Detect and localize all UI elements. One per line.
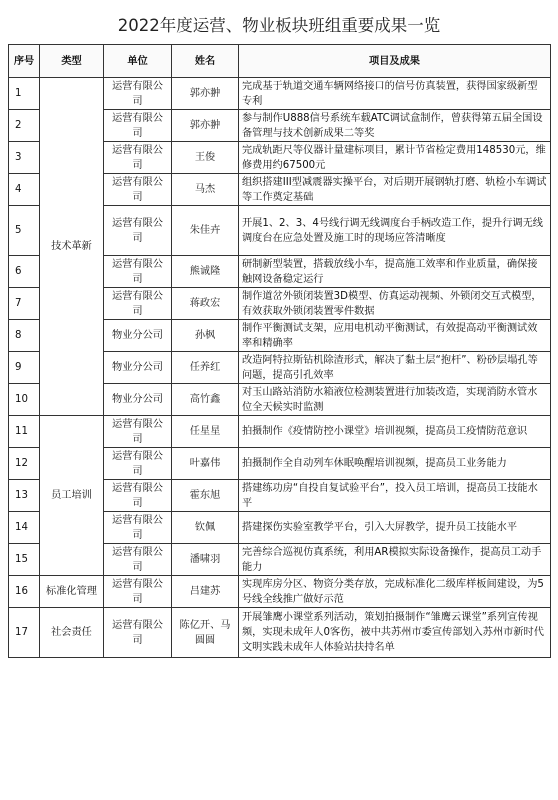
row-category: 员工培训 (40, 416, 104, 576)
row-person-name: 郭亦翀 (189, 88, 221, 99)
row-name-cell (172, 384, 239, 416)
table-row (9, 416, 551, 448)
row-name-cell (172, 174, 239, 206)
row-project: 组织搭建III型减震器实操平台，对后期开展钢轨打磨、轨检小车调试等工作奠定基础 (239, 174, 551, 206)
row-unit: 运营有限公司 (104, 608, 172, 658)
row-index: 14 (9, 512, 40, 544)
row-name-cell (172, 256, 239, 288)
row-index: 10 (9, 384, 40, 416)
row-unit: 物业分公司 (104, 384, 172, 416)
row-project: 完善综合巡视仿真系统，利用AR模拟实际设备操作，提高员工动手能力 (239, 544, 551, 576)
row-category: 标准化管理 (40, 576, 104, 608)
row-person-name: 蒋政宏 (189, 298, 221, 309)
row-name-cell (172, 352, 239, 384)
row-person-name: 钦佩 (194, 522, 216, 533)
row-unit: 运营有限公司 (104, 256, 172, 288)
row-index: 5 (9, 206, 40, 256)
row-unit: 运营有限公司 (104, 206, 172, 256)
row-project: 拍摄制作全自动列车休眠唤醒培训视频，提高员工业务能力 (239, 448, 551, 480)
row-unit: 运营有限公司 (104, 544, 172, 576)
row-unit: 运营有限公司 (104, 480, 172, 512)
row-index: 16 (9, 576, 40, 608)
page-title: 2022年度运营、物业板块班组重要成果一览 (117, 16, 441, 35)
header-project: 项目及成果 (239, 45, 551, 78)
row-project: 搭建练功房“自投自复试验平台”，投入员工培训，提高员工技能水平 (239, 480, 551, 512)
row-index: 11 (9, 416, 40, 448)
row-person-name: 陈亿开、马圆圆 (179, 619, 231, 646)
row-project: 制作道岔外锁闭装置3D模型、仿真运动视频、外锁闭交互式模型，有效获取外锁闭装置零件数据 (239, 288, 551, 320)
row-project: 完成基于轨道交通车辆网络接口的信号仿真装置，获得国家级新型专利 (239, 78, 551, 110)
row-unit: 物业分公司 (104, 352, 172, 384)
row-project: 开展雏鹰小课堂系列活动，策划拍摄制作“雏鹰云课堂”系列宣传视频，实现未成年人0客伤，被中共苏州市委宣传部划入苏州市新时代文明实践未成年人体验站扶持名单 (239, 608, 551, 658)
header-unit: 单位 (104, 45, 172, 78)
table-body (9, 78, 551, 658)
row-project: 对玉山路站消防水箱液位检测装置进行加装改造，实现消防水管水位全天候实时监测 (239, 384, 551, 416)
row-person-name: 郭亦翀 (189, 120, 221, 131)
row-index: 2 (9, 110, 40, 142)
row-unit: 运营有限公司 (104, 174, 172, 206)
row-person-name: 吕建苏 (189, 586, 221, 597)
row-project: 实现库房分区、物资分类存放，完成标准化二级库样板间建设，为5号线全线推广做好示范 (239, 576, 551, 608)
row-person-name: 高竹鑫 (189, 394, 221, 405)
row-project: 开展1、2、3、4号线行调无线调度台手柄改造工作，提升行调无线调度台在应急处置及施工时的现场应答清晰度 (239, 206, 551, 256)
row-unit: 运营有限公司 (104, 110, 172, 142)
row-unit: 运营有限公司 (104, 448, 172, 480)
row-project: 改造阿特拉斯钻机除渣形式，解决了黏土层“抱杆”、粉砂层塌孔等问题，提高引孔效率 (239, 352, 551, 384)
row-index: 3 (9, 142, 40, 174)
row-project: 参与制作U888信号系统车载ATC调试盒制作，曾获得第五届全国设备管理与技术创新成果二等奖 (239, 110, 551, 142)
row-name-cell (172, 288, 239, 320)
row-category: 技术革新 (40, 78, 104, 416)
table-row (9, 78, 551, 110)
row-person-name: 马杰 (194, 184, 216, 195)
header-name: 姓名 (172, 45, 239, 78)
row-name-cell (172, 78, 239, 110)
row-index: 8 (9, 320, 40, 352)
row-index: 4 (9, 174, 40, 206)
header-index: 序号 (9, 45, 40, 78)
row-unit: 运营有限公司 (104, 142, 172, 174)
row-unit: 物业分公司 (104, 320, 172, 352)
row-name-cell (172, 576, 239, 608)
row-name-cell (172, 608, 239, 658)
row-name-cell (172, 206, 239, 256)
row-index: 9 (9, 352, 40, 384)
row-name-cell (172, 448, 239, 480)
table-header-row (9, 45, 551, 78)
row-name-cell (172, 512, 239, 544)
row-project: 拍摄制作《疫情防控小课堂》培训视频，提高员工疫情防范意识 (239, 416, 551, 448)
row-person-name: 孙枫 (194, 330, 216, 341)
row-person-name: 叶嘉伟 (189, 458, 221, 469)
row-name-cell (172, 544, 239, 576)
row-name-cell (172, 320, 239, 352)
row-person-name: 熊诚隆 (189, 266, 221, 277)
row-project: 搭建探伤实验室教学平台，引入大屏教学，提升员工技能水平 (239, 512, 551, 544)
row-unit: 运营有限公司 (104, 416, 172, 448)
row-project: 完成轨距尺等仪器计量建标项目，累计节省检定费用148530元，维修费用约67500元 (239, 142, 551, 174)
row-person-name: 王俊 (194, 152, 216, 163)
row-name-cell (172, 110, 239, 142)
row-person-name: 霍东旭 (189, 490, 221, 501)
row-index: 6 (9, 256, 40, 288)
row-person-name: 任养红 (189, 362, 221, 373)
row-project: 制作平衡测试支架，应用电机动平衡测试，有效提高动平衡测试效率和精确率 (239, 320, 551, 352)
row-person-name: 任星星 (189, 426, 221, 437)
row-name-cell (172, 416, 239, 448)
row-index: 17 (9, 608, 40, 658)
achievements-table (8, 44, 551, 658)
row-name-cell (172, 142, 239, 174)
row-index: 7 (9, 288, 40, 320)
row-unit: 运营有限公司 (104, 512, 172, 544)
row-person-name: 潘啸羽 (189, 554, 221, 565)
table-row (9, 608, 551, 658)
row-person-name: 朱佳卉 (189, 225, 221, 236)
row-unit: 运营有限公司 (104, 288, 172, 320)
row-name-cell (172, 480, 239, 512)
row-unit: 运营有限公司 (104, 576, 172, 608)
header-category: 类型 (40, 45, 104, 78)
table-row (9, 576, 551, 608)
row-category: 社会责任 (40, 608, 104, 658)
row-unit: 运营有限公司 (104, 78, 172, 110)
row-index: 1 (9, 78, 40, 110)
row-index: 15 (9, 544, 40, 576)
row-index: 13 (9, 480, 40, 512)
row-project: 研制新型装置，搭载放线小车，提高施工效率和作业质量，确保接触网设备稳定运行 (239, 256, 551, 288)
row-index: 12 (9, 448, 40, 480)
